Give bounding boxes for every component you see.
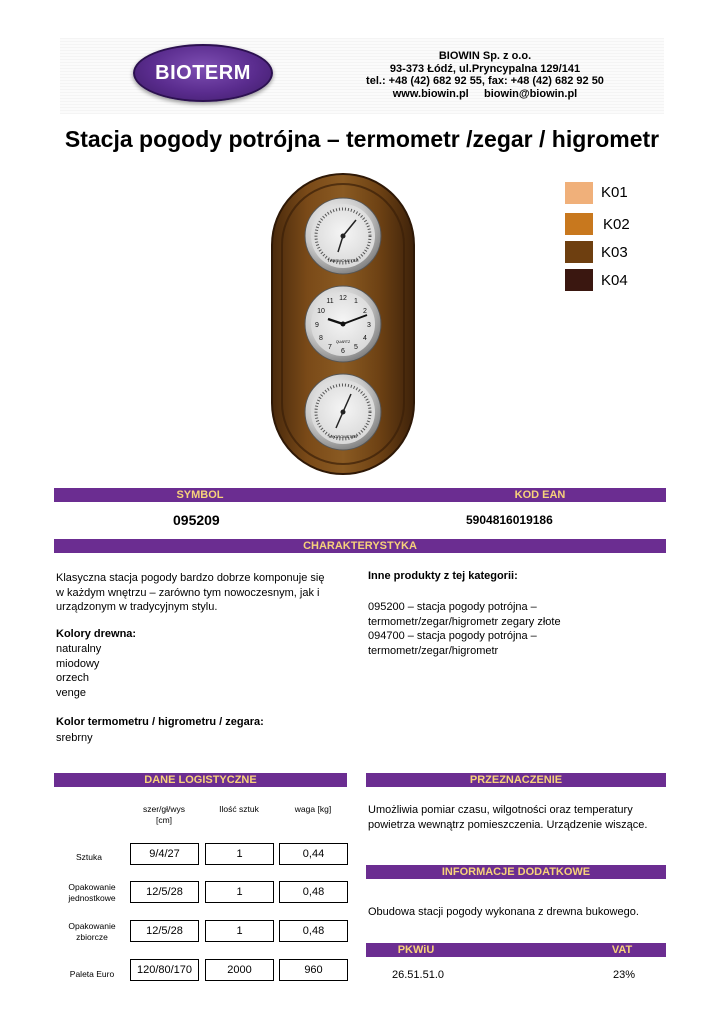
swatch-k04 bbox=[565, 269, 593, 291]
swatch-k01-label: K01 bbox=[601, 184, 628, 201]
dial-color-heading: Kolor termometru / higrometru / zegara: bbox=[56, 716, 264, 728]
swatch-k03 bbox=[565, 241, 593, 263]
page-title: Stacja pogody potrójna – termometr /zegar / higrometr bbox=[64, 126, 660, 152]
svg-text:7: 7 bbox=[328, 344, 332, 351]
codes-bar bbox=[366, 943, 666, 957]
table-cell: 1 bbox=[205, 920, 274, 942]
svg-text:6: 6 bbox=[341, 348, 345, 355]
table-cell: 12/5/28 bbox=[130, 920, 199, 942]
swatch-k01 bbox=[565, 182, 593, 204]
other-product-094700[interactable]: 094700 – stacja pogody potrójna – termometr/zegar/higrometr bbox=[368, 630, 537, 657]
company-website[interactable]: www.biowin.pl bbox=[392, 87, 469, 100]
table-cell: 0,48 bbox=[279, 881, 348, 903]
additional-info-text: Obudowa stacji pogody wykonana z drewna bukowego. bbox=[368, 906, 639, 918]
svg-text:9: 9 bbox=[315, 322, 319, 329]
vat-header: VAT bbox=[611, 944, 633, 956]
svg-text:THERMOMETER: THERMOMETER bbox=[327, 258, 359, 263]
svg-text:12: 12 bbox=[339, 295, 347, 302]
table-cell: 9/4/27 bbox=[130, 843, 199, 865]
pkwiu-value: 26.51.51.0 bbox=[392, 969, 444, 981]
col-qty-header: Ilość sztuk bbox=[219, 804, 259, 814]
other-product-095200[interactable]: 095200 – stacja pogody potrójna – termometr/zegar/higrometr zegary złote bbox=[368, 601, 561, 628]
list-item: naturalny bbox=[56, 643, 102, 655]
wood-colors-heading: Kolory drewna: bbox=[56, 628, 137, 640]
table-cell: 2000 bbox=[205, 959, 274, 981]
characteristics-header: CHARAKTERYSTYKA bbox=[54, 539, 666, 553]
table-cell: 120/80/170 bbox=[130, 959, 199, 981]
svg-text:8: 8 bbox=[319, 335, 323, 342]
company-address: 93-373 Łódź, ul.Pryncypalna 129/141 bbox=[389, 62, 581, 75]
svg-text:4: 4 bbox=[363, 335, 367, 342]
swatch-k04-label: K04 bbox=[601, 272, 628, 289]
company-phone: tel.: +48 (42) 682 92 55, fax: +48 (42) 682 92 50 bbox=[366, 75, 604, 87]
company-web-line bbox=[330, 88, 640, 101]
list-item: venge bbox=[56, 686, 86, 699]
wood-colors-list bbox=[56, 642, 101, 700]
svg-text:QUARTZ: QUARTZ bbox=[335, 340, 351, 344]
symbol-header: SYMBOL bbox=[176, 489, 224, 501]
row-label-opakowanie-jednostkowe: Opakowanie jednostkowe bbox=[68, 882, 116, 903]
row-label-sztuka: Sztuka bbox=[76, 852, 102, 862]
bioterm-logo: BIOTERM bbox=[133, 44, 273, 102]
other-products-heading: Inne produkty z tej kategorii: bbox=[368, 570, 518, 582]
svg-text:HYGROMETER: HYGROMETER bbox=[328, 434, 358, 439]
product-ean: 5904816019186 bbox=[466, 513, 553, 527]
swatch-k02-label: K02 bbox=[603, 216, 630, 233]
company-name: BIOWIN Sp. z o.o. bbox=[438, 50, 532, 62]
swatch-k03-label: K03 bbox=[601, 244, 628, 261]
company-email[interactable]: biowin@biowin.pl bbox=[484, 87, 578, 100]
row-label-opakowanie-zbiorcze: Opakowanie zbiorcze bbox=[68, 921, 116, 942]
table-cell: 0,44 bbox=[279, 843, 348, 865]
ean-header: KOD EAN bbox=[514, 489, 566, 501]
svg-text:11: 11 bbox=[326, 298, 334, 305]
company-info bbox=[330, 50, 640, 100]
product-description: Klasyczna stacja pogody bardzo dobrze komponuje się w każdym wnętrzu – zarówno tym nowoczesnym, jak i urządzonym w tradycyjnym stylu. bbox=[56, 572, 325, 613]
table-cell: 1 bbox=[205, 843, 274, 865]
dial-color-value: srebrny bbox=[56, 732, 93, 744]
table-cell: 0,48 bbox=[279, 920, 348, 942]
purpose-header: PRZEZNACZENIE bbox=[366, 773, 666, 787]
list-item: miodowy bbox=[56, 657, 100, 670]
svg-text:10: 10 bbox=[317, 308, 325, 315]
row-label-paleta-euro: Paleta Euro bbox=[69, 969, 115, 979]
svg-text:3: 3 bbox=[367, 322, 371, 329]
vat-value: 23% bbox=[613, 969, 636, 981]
svg-text:1: 1 bbox=[354, 298, 358, 305]
table-cell: 960 bbox=[279, 959, 348, 981]
svg-text:5: 5 bbox=[354, 344, 358, 351]
table-cell: 12/5/28 bbox=[130, 881, 199, 903]
symbol-ean-bar bbox=[54, 488, 666, 502]
swatch-k02 bbox=[565, 213, 593, 235]
table-cell: 1 bbox=[205, 881, 274, 903]
weather-station-image bbox=[270, 172, 416, 476]
svg-text:2: 2 bbox=[363, 308, 367, 315]
additional-info-header: INFORMACJE DODATKOWE bbox=[366, 865, 666, 879]
col-dims-header: szer/gł/wys [cm] bbox=[142, 804, 186, 825]
col-weight-header: waga [kg] bbox=[294, 804, 332, 814]
logistics-header: DANE LOGISTYCZNE bbox=[54, 773, 347, 787]
list-item: orzech bbox=[56, 672, 90, 684]
product-symbol: 095209 bbox=[173, 512, 220, 528]
purpose-text: Umożliwia pomiar czasu, wilgotności oraz temperatury powietrza wewnątrz pomieszczenia. Urządzenie wiszące. bbox=[368, 804, 648, 831]
pkwiu-header: PKWiU bbox=[397, 944, 435, 956]
